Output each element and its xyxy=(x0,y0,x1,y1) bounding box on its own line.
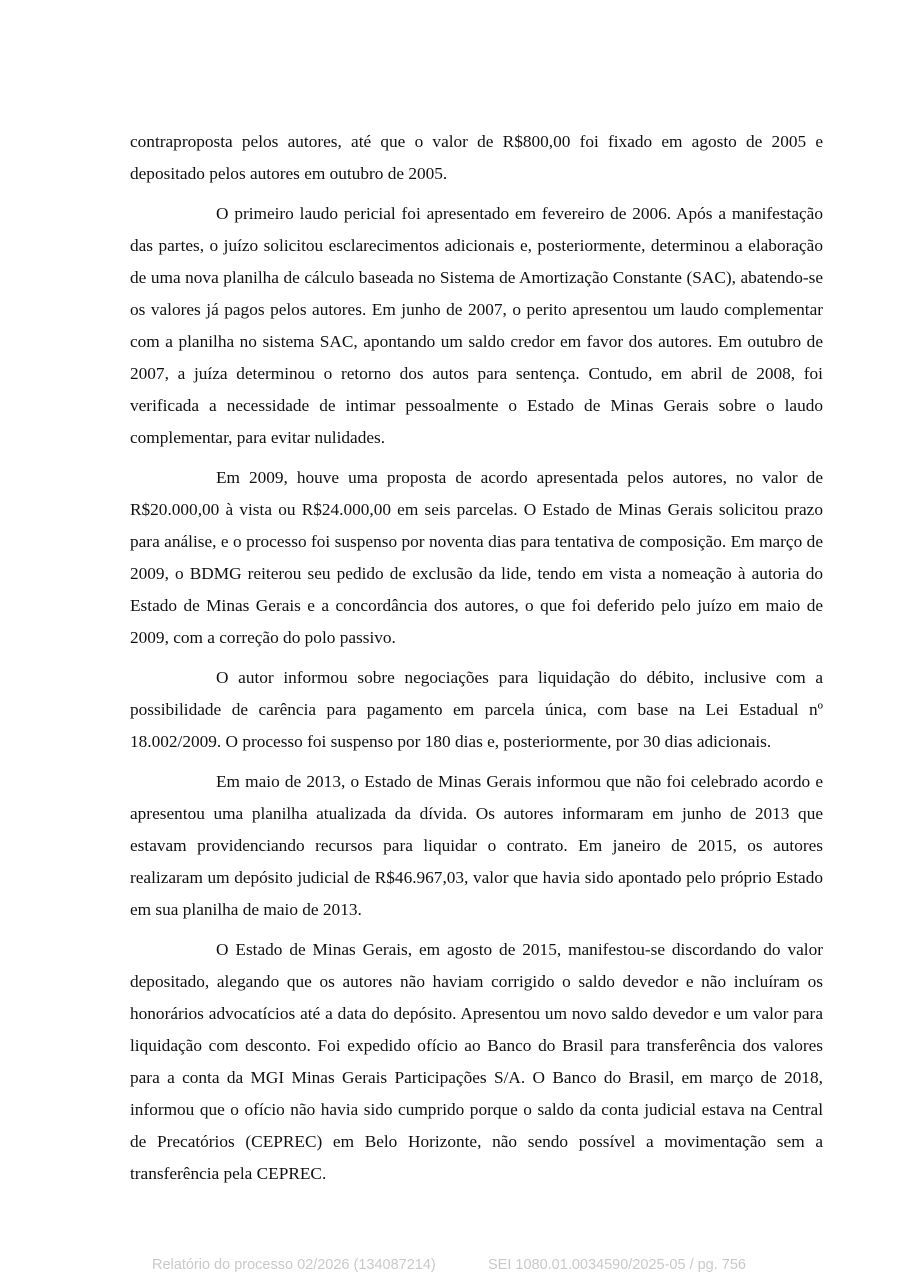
paragraph-1: contraproposta pelos autores, até que o valor de R$800,00 foi fixado em agosto de 2005 e depositado pelos autores em outubro de 2005. xyxy=(130,132,823,183)
document-body xyxy=(130,126,823,1198)
paragraph-6: O Estado de Minas Gerais, em agosto de 2015, manifestou-se discordando do valor depositado, alegando que os autores não haviam corrigido o saldo devedor e não incluíram os honorários advocatícios até a data do depósito. Apresentou um novo saldo devedor e um valor para liquidação com desconto. Foi expedido ofício ao Banco do Brasil para transferência dos valores para a conta da MGI Minas Gerais Participações S/A. O Banco do Brasil, em março de 2018, informou que o ofício não havia sido cumprido porque o saldo da conta judicial estava na Central de Precatórios (CEPREC) em Belo Horizonte, não sendo possível a movimentação sem a transferência pela CEPREC. xyxy=(130,940,823,1183)
footer-sei-label: SEI 1080.01.0034590/2025-05 / pg. 756 xyxy=(488,1257,746,1273)
paragraph-4: O autor informou sobre negociações para liquidação do débito, inclusive com a possibilidade de carência para pagamento em parcela única, com base na Lei Estadual nº 18.002/2009. O processo foi suspenso por 180 dias e, posteriormente, por 30 dias adicionais. xyxy=(130,668,823,751)
footer-report-label: Relatório do processo 02/2026 (134087214) xyxy=(152,1257,436,1273)
paragraph-5: Em maio de 2013, o Estado de Minas Gerais informou que não foi celebrado acordo e apresentou uma planilha atualizada da dívida. Os autores informaram em junho de 2013 que estavam providenciando recursos para liquidar o contrato. Em janeiro de 2015, os autores realizaram um depósito judicial de R$46.967,03, valor que havia sido apontado pelo próprio Estado em sua planilha de maio de 2013. xyxy=(130,772,823,919)
paragraph-3: Em 2009, houve uma proposta de acordo apresentada pelos autores, no valor de R$20.000,00 à vista ou R$24.000,00 em seis parcelas. O Estado de Minas Gerais solicitou prazo para análise, e o processo foi suspenso por noventa dias para tentativa de composição. Em março de 2009, o BDMG reiterou seu pedido de exclusão da lide, tendo em vista a nomeação à autoria do Estado de Minas Gerais e a concordância dos autores, o que foi deferido pelo juízo em maio de 2009, com a correção do polo passivo. xyxy=(130,468,823,647)
paragraph-2: O primeiro laudo pericial foi apresentado em fevereiro de 2006. Após a manifestação das partes, o juízo solicitou esclarecimentos adicionais e, posteriormente, determinou a elaboração de uma nova planilha de cálculo baseada no Sistema de Amortização Constante (SAC), abatendo-se os valores já pagos pelos autores. Em junho de 2007, o perito apresentou um laudo complementar com a planilha no sistema SAC, apontando um saldo credor em favor dos autores. Em outubro de 2007, a juíza determinou o retorno dos autos para sentença. Contudo, em abril de 2008, foi verificada a necessidade de intimar pessoalmente o Estado de Minas Gerais sobre o laudo complementar, para evitar nulidades. xyxy=(130,204,823,447)
